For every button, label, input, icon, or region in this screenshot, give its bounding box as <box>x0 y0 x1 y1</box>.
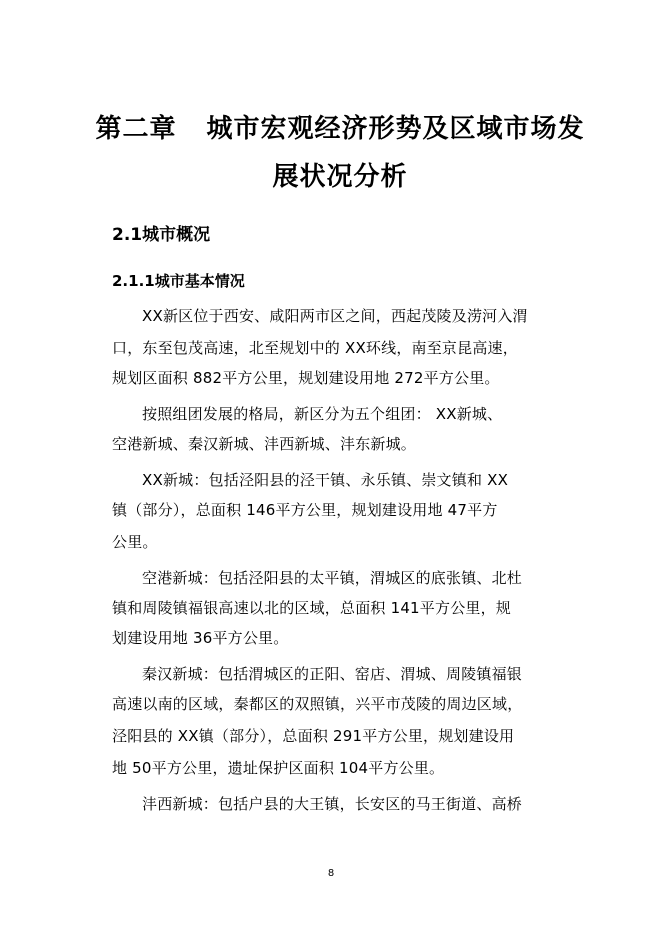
paragraph-5-line-3: 泾阳县的 XX镇（部分），总面积 291平方公里，规划建设用 <box>112 727 515 745</box>
chapter-title-line-1 <box>60 108 620 145</box>
section-heading: 2.1城市概况 <box>112 225 211 245</box>
paragraph-1-line-3: 规划区面积 882平方公里，规划建设用地 272平方公里。 <box>112 369 500 387</box>
paragraph-4-line-1: 空港新城：包括泾阳县的太平镇，渭城区的底张镇、北杜 <box>142 569 523 587</box>
paragraph-5-line-1: 秦汉新城：包括渭城区的正阳、窑店、渭城、周陵镇福银 <box>142 665 523 683</box>
paragraph-2-line-1: 按照组团发展的格局，新区分为五个组团： XX新城、 <box>142 405 503 423</box>
paragraph-5-line-4: 地 50平方公里，遗址保护区面积 104平方公里。 <box>112 759 445 777</box>
paragraph-1-line-2: 口，东至包茂高速，北至规划中的 XX环线，南至京昆高速， <box>112 339 518 357</box>
paragraph-5-line-2: 高速以南的区域，秦都区的双照镇，兴平市茂陵的周边区域， <box>112 695 523 713</box>
chapter-title-line-2: 展状况分析 <box>272 162 408 192</box>
paragraph-4-line-3: 划建设用地 36平方公里。 <box>112 629 289 647</box>
paragraph-1-line-1: XX新区位于西安、咸阳两市区之间，西起茂陵及涝河入渭 <box>142 307 528 325</box>
paragraph-4-line-2: 镇和周陵镇福银高速以北的区域，总面积 141平方公里，规 <box>112 599 512 617</box>
page-number: 8 <box>327 868 335 879</box>
paragraph-3-line-1: XX新城：包括泾阳县的泾干镇、永乐镇、崇文镇和 XX <box>142 471 509 489</box>
paragraph-2-line-2: 空港新城、秦汉新城、沣西新城、沣东新城。 <box>112 435 417 453</box>
paragraph-6-line-1: 沣西新城：包括户县的大王镇，长安区的马王街道、高桥 <box>142 795 523 813</box>
paragraph-3-line-2: 镇（部分），总面积 146平方公里，规划建设用地 47平方 <box>112 501 498 519</box>
chapter-label: 第二章 <box>95 114 177 144</box>
paragraph-3-line-3: 公里。 <box>112 533 158 551</box>
chapter-title-text: 城市宏观经济形势及区域市场发 <box>206 114 585 144</box>
subsection-heading: 2.1.1城市基本情况 <box>112 272 245 290</box>
